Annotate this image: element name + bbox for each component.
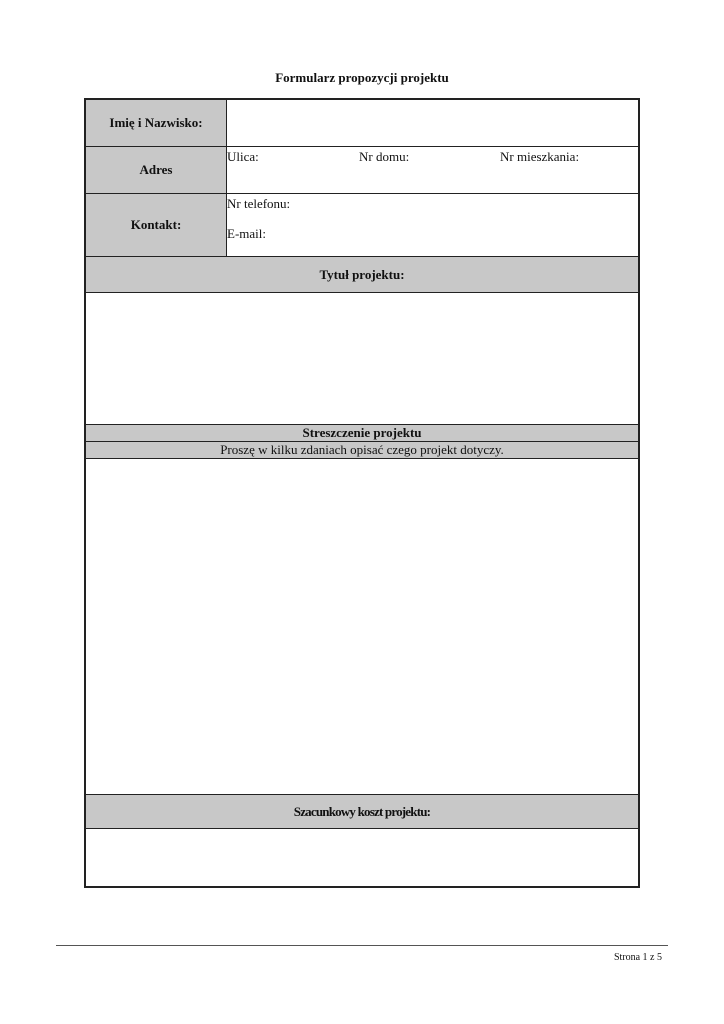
contact-field[interactable] <box>227 194 638 256</box>
address-row <box>86 147 638 194</box>
house-number-label: Nr domu: <box>359 149 410 164</box>
contact-row <box>86 194 638 257</box>
document-title: Formularz propozycji projektu <box>275 70 449 85</box>
address-field[interactable] <box>227 147 638 193</box>
summary-instruction: Proszę w kilku zdaniach opisać czego projekt dotyczy. <box>86 442 638 459</box>
project-title-header: Tytuł projektu: <box>86 257 638 293</box>
name-row <box>86 100 638 147</box>
name-label: Imię i Nazwisko: <box>86 100 227 146</box>
cost-area[interactable] <box>86 829 638 886</box>
project-proposal-form <box>84 98 640 888</box>
email-label: E-mail: <box>227 226 266 241</box>
phone-label: Nr telefonu: <box>227 196 291 211</box>
name-field[interactable] <box>227 100 638 146</box>
street-label: Ulica: <box>227 149 259 164</box>
summary-area[interactable] <box>86 459 638 795</box>
page-number: Strona 1 z 5 <box>613 952 662 963</box>
contact-label: Kontakt: <box>86 194 227 256</box>
cost-header: Szacunkowy koszt projektu: <box>86 795 638 829</box>
project-title-area[interactable] <box>86 293 638 425</box>
footer-divider <box>56 945 668 946</box>
summary-header: Streszczenie projektu <box>86 425 638 442</box>
address-label: Adres <box>86 147 227 193</box>
apartment-number-label: Nr mieszkania: <box>500 149 580 164</box>
